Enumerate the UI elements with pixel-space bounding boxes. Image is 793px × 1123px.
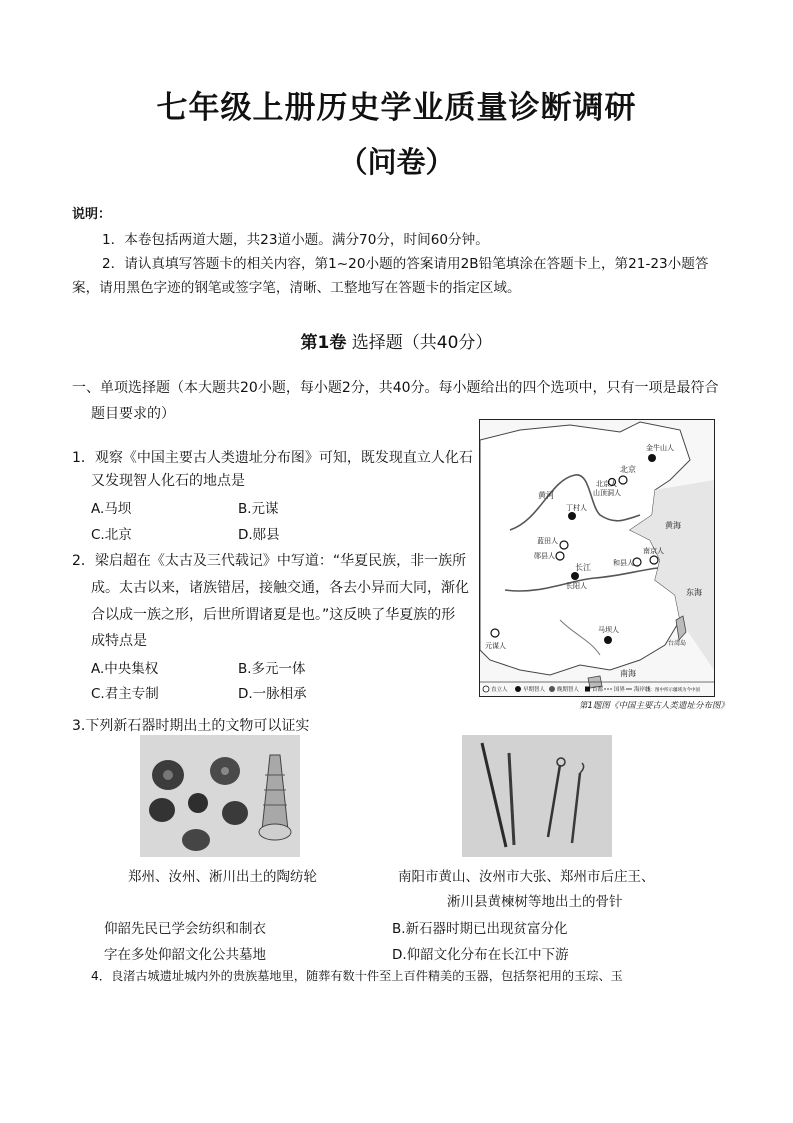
note-item-2-line2: 案，请用黑色字迹的钢笔或签字笔，清晰、工整地写在答题卡的指定区域。 — [72, 280, 521, 296]
label-changjiang: 长江 — [575, 563, 591, 572]
label-maba: 马坝人 — [598, 626, 619, 634]
page-title: 七年级上册历史学业质量诊断调研 — [156, 90, 637, 126]
q1-option-d: D.郧县 — [238, 527, 280, 543]
site-jinniushan — [648, 454, 656, 462]
q2-stem-line1: 2．梁启超在《太古及三代载记》中写道：“华夏民族，非一族所 — [72, 553, 467, 569]
q3-stem: 3.下列新石器时期出土的文物可以证实 — [72, 718, 310, 734]
label-changyang: 长阳人 — [566, 582, 587, 590]
q2-stem-line4: 成特点是 — [91, 633, 147, 649]
q2-option-b: B.多元一体 — [238, 661, 306, 677]
page-subtitle: （问卷） — [338, 145, 455, 179]
label-jinniushan: 金牛山人 — [646, 444, 674, 452]
q2-stem-line2: 成。太古以来，诸族错居，接触交通，各去小异而大同，渐化 — [91, 580, 469, 596]
label-beijing: 北京 — [620, 465, 636, 474]
q2-option-a: A.中央集权 — [91, 661, 159, 677]
site-lantian — [560, 541, 568, 549]
label-donghai: 东海 — [686, 588, 702, 597]
label-nanhai: 南海 — [620, 669, 636, 678]
label-huanghe: 黄河 — [538, 491, 554, 500]
map-figure — [480, 420, 714, 696]
site-yunxian — [556, 552, 564, 560]
map-caption: 第1题图《中国主要古人类遗址分布图》 — [579, 701, 729, 711]
label-yuanmou: 元谋人 — [485, 642, 506, 650]
notes-label: 说明： — [72, 207, 112, 222]
ancient-human-sites-map — [479, 419, 715, 697]
q4-stem-line1: 4．良渚古城遗址城内外的贵族墓地里，随葬有数十件至上百件精美的玉器，包括祭祀用的玉琮、玉 — [91, 969, 623, 983]
legend-early-sapiens: 早期智人 — [523, 687, 546, 693]
site-dingcun — [568, 512, 576, 520]
q2-stem-line3: 合以成一族之形，后世所谓诸夏是也。”这反映了华夏族的形 — [91, 607, 456, 623]
q3-option-d: D.仰韶文化分布在长江中下游 — [392, 947, 569, 963]
label-huanghai: 黄海 — [665, 521, 681, 530]
legend-border: 国界 — [614, 687, 626, 693]
site-yuanmou — [491, 629, 499, 637]
q2-option-c: C.君主专制 — [91, 686, 159, 702]
label-yunxian: 郧县人 — [534, 552, 555, 560]
label-hexian: 和县人 — [613, 559, 634, 567]
q3-option-b: B.新石器时期已出现贫富分化 — [392, 921, 568, 937]
q1-option-c: C.北京 — [91, 527, 132, 543]
photo1-caption: 郑州、汝州、淅川出土的陶纺轮 — [128, 869, 317, 885]
legend-late-sapiens: 晚期智人 — [557, 687, 580, 693]
label-taiwan: 台湾岛 — [668, 640, 687, 647]
q3-option-c: 字在多处仰韶文化公共墓地 — [104, 947, 266, 963]
q2-option-d: D.一脉相承 — [238, 686, 307, 702]
q1-option-b: B.元谋 — [238, 501, 279, 517]
legend-note: 注：图中所示疆域为今中国 — [646, 688, 700, 693]
site-beijing-capital — [619, 476, 627, 484]
site-hexian — [633, 558, 641, 566]
q1-option-a: A.马坝 — [91, 501, 132, 517]
bone-needles-photo — [462, 735, 612, 857]
part1-heading-line1: 一、单项选择题（本大题共20小题，每小题2分，共40分。每小题给出的四个选项中，只有一项是最符合 — [72, 380, 719, 396]
section-heading — [0, 328, 793, 353]
bone-needles-figure — [462, 735, 612, 857]
legend-coastline: 海岸线 — [634, 687, 651, 693]
label-nanjing: 南京人 — [643, 547, 664, 555]
q1-stem-line1: 1．观察《中国主要古人类遗址分布图》可知，既发现直立人化石 — [72, 450, 473, 466]
section-heading-rest: 选择题（共40分） — [351, 333, 493, 353]
spindle-whorls-figure — [140, 735, 300, 857]
photo2-caption-line2: 淅川县黄楝树等地出土的骨针 — [447, 894, 623, 910]
photo2-caption-line1: 南阳市黄山、汝州市大张、郑州市后庄王、 — [398, 869, 655, 885]
part1-heading-line2: 题目要求的） — [91, 406, 175, 422]
q1-stem-line2: 又发现智人化石的地点是 — [91, 473, 245, 489]
legend-capital: 首都 — [592, 687, 604, 693]
site-changyang — [571, 572, 579, 580]
note-item-1: 1．本卷包括两道大题，共23道小题。满分70分，时间60分钟。 — [102, 232, 489, 248]
q3-option-a: 仰韶先民已学会纺织和制衣 — [104, 921, 266, 937]
label-beijingren: 北京人 — [596, 480, 617, 488]
site-maba — [604, 636, 612, 644]
note-item-2-line1: 2．请认真填写答题卡的相关内容，第1~20小题的答案请用2B铅笔填涂在答题卡上，第21-23小题答 — [102, 256, 709, 272]
label-lantian: 蓝田人 — [537, 537, 558, 545]
section-heading-bold: 第1卷 — [300, 333, 347, 353]
legend-zhiliren: 直立人 — [491, 687, 508, 693]
label-shandingdong: 山顶洞人 — [593, 489, 621, 497]
site-nanjing — [650, 556, 658, 564]
spindle-whorls-photo — [140, 735, 300, 857]
label-dingcun: 丁村人 — [566, 504, 587, 512]
